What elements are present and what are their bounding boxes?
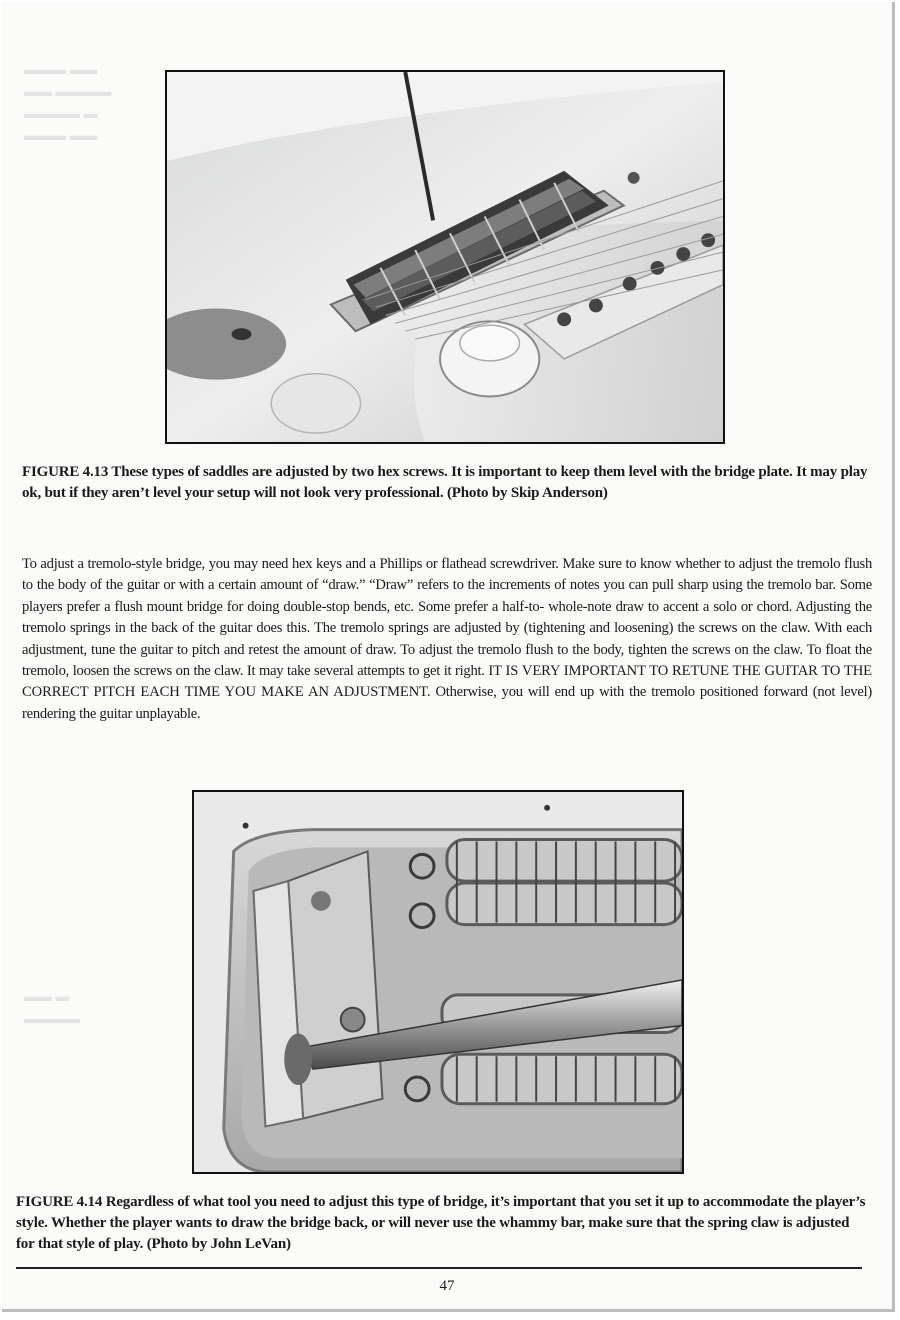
- footer-divider: [16, 1267, 862, 1269]
- book-page: [2, 2, 895, 1312]
- figure-4-14-caption: [16, 1192, 866, 1255]
- paragraph-text: To adjust a tremolo-style bridge, you may need hex keys and a Phillips or flathead screwdriver. Make sure to know whether to adjust the tremolo flush to the body of the guitar or with a certain amount of “draw.” “Draw” refers to the increments of notes you can pull sharp using the tremolo bar. Some players prefer a flush mount bridge for doing double-stop bends, etc. Some prefer a half-to- whole-note draw to accent a solo or chord. Adjusting the tremolo springs in the back of the guitar does this. The tremolo springs are adjusted by (tightening and loosening) the screws on the claw. With each adjustment, tune the guitar to pitch and retest the amount of draw. To adjust the tremolo flush to the body, tighten the screws on the claw. To float the tremolo, loosen the screws on the claw. It may take several attempts to get it right.: [22, 556, 872, 680]
- body-paragraph: [22, 554, 872, 725]
- figure-4-13-caption: [22, 462, 874, 504]
- caption-text: These types of saddles are adjusted by two hex screws. It is important to keep them level with the bridge plate. It may play ok, but if they aren’t level your setup will not look very professional.: [22, 464, 868, 501]
- spring-claw-photo: [192, 790, 684, 1174]
- bridge-saddles-photo: [165, 70, 725, 444]
- paragraph-emphasis: IT IS VERY IMPORTANT TO RETUNE THE GUITAR TO THE CORRECT PITCH EACH TIME YOU MAKE AN ADJUSTMENT.: [22, 663, 872, 701]
- bleed-through-shadow: ▬▬ ▬ ▬▬▬▬: [24, 990, 80, 1027]
- caption-text: Regardless of what tool you need to adjust this type of bridge, it’s important that you set it up to accommodate the player’s style. Whether the player wants to draw the bridge back, or will never use the whammy bar, make sure that the spring claw is adjusted for that style of play.: [16, 1194, 866, 1252]
- figure-label: FIGURE 4.14: [16, 1194, 103, 1210]
- figure-label: FIGURE 4.13: [22, 464, 109, 480]
- photo-credit: (Photo by Skip Anderson): [447, 485, 608, 501]
- photo-credit: (Photo by John LeVan): [146, 1236, 291, 1252]
- page-number: 47: [439, 1278, 455, 1294]
- bleed-through-shadow: ▬▬▬ ▬▬ ▬▬ ▬▬▬▬ ▬▬▬▬ ▬ ▬▬▬ ▬▬: [24, 63, 112, 144]
- paragraph-text: Otherwise, you will end up with the tremolo positioned forward (not level) rendering the guitar unplayable.: [22, 684, 872, 722]
